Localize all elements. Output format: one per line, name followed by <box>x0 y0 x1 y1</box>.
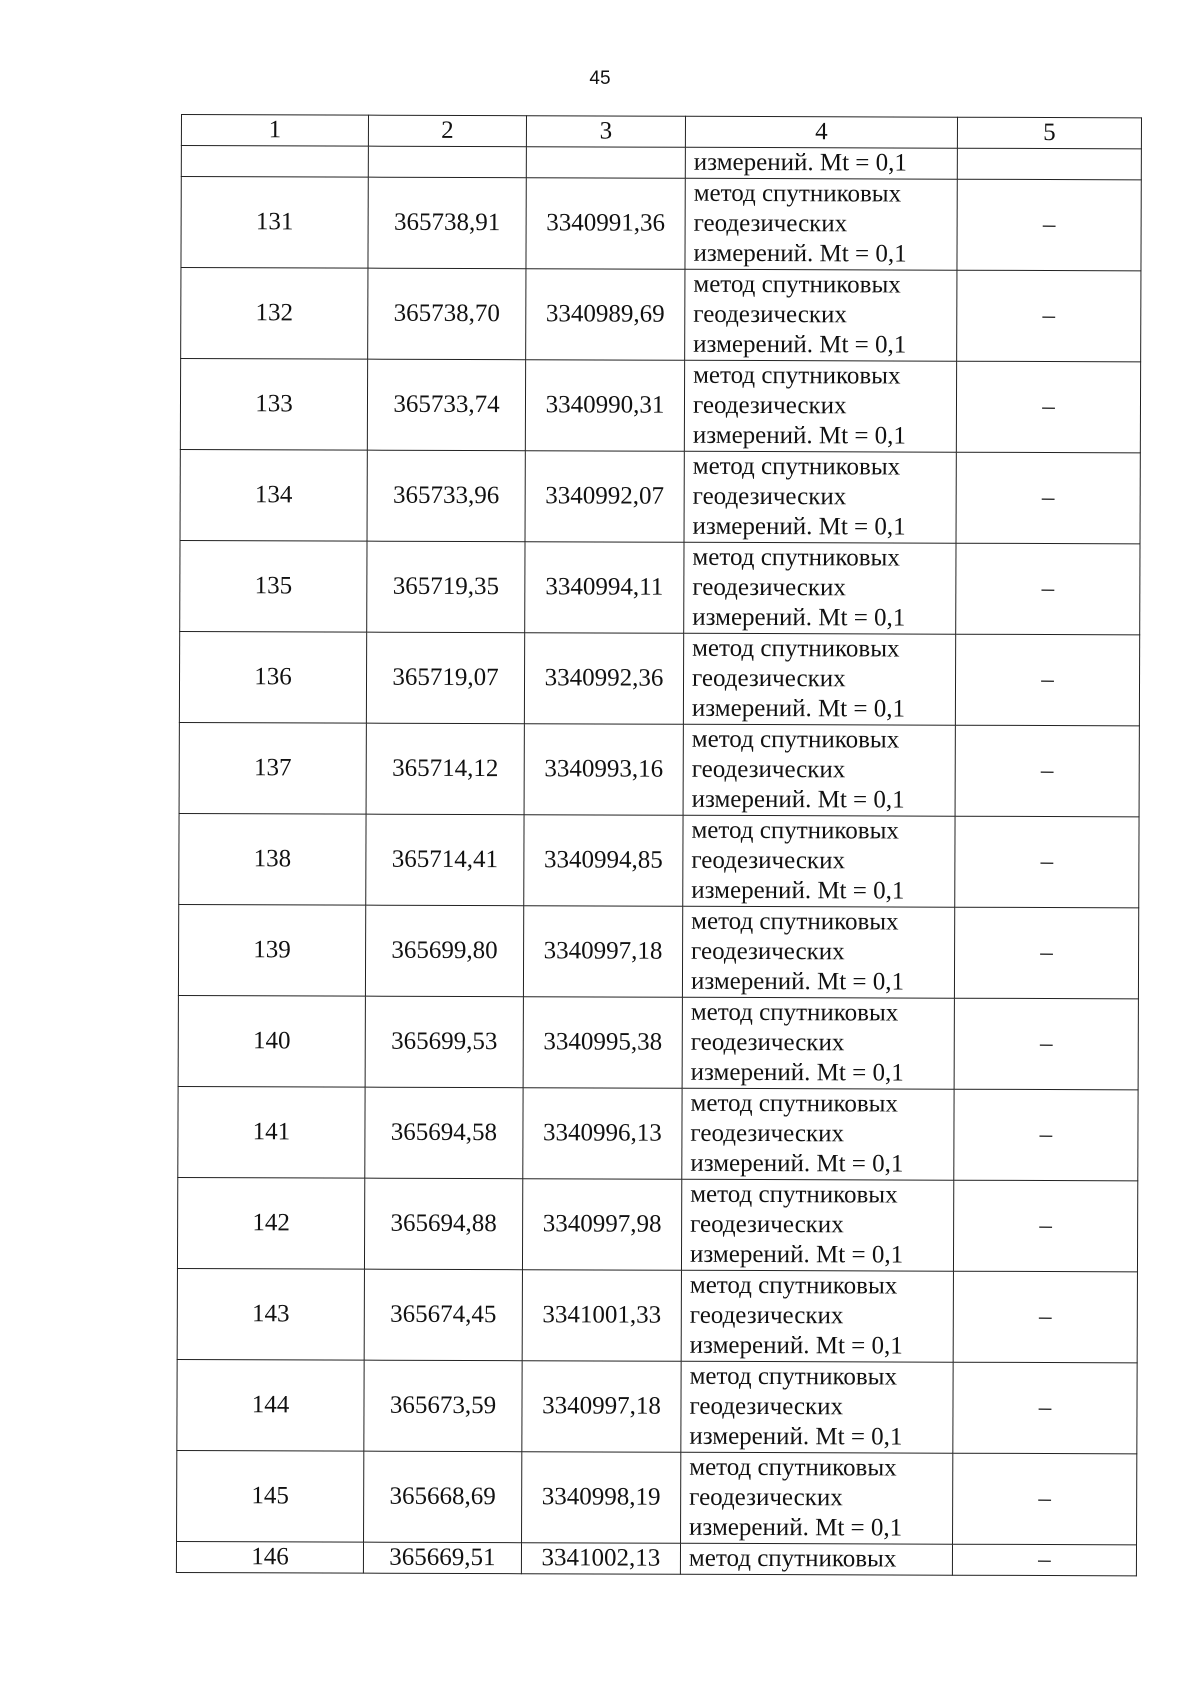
cell-col5 <box>957 148 1141 180</box>
table-row <box>177 1177 1137 1271</box>
cell-method <box>683 815 955 907</box>
method-line: измерений. Mt = 0,1 <box>689 1422 903 1451</box>
cell-y: 3340997,98 <box>522 1179 681 1271</box>
method-line: измерений. Mt = 0,1 <box>690 1149 904 1178</box>
method-line: измерений. Mt = 0,1 <box>692 603 906 632</box>
cell-y: 3340991,36 <box>526 178 685 270</box>
table-row <box>181 177 1141 271</box>
cell-col5: – <box>954 907 1138 999</box>
method-line: измерений. Mt = 0,1 <box>691 785 905 814</box>
cell-y: 3341002,13 <box>521 1543 680 1575</box>
method-line: метод спутниковых <box>689 1362 898 1391</box>
cell-method <box>684 542 956 634</box>
method-line: измерений. Mt = 0,1 <box>689 1240 904 1269</box>
cell-x: 365733,96 <box>367 450 525 542</box>
method-line: измерений. Mt = 0,1 <box>690 1058 904 1087</box>
cell-y: 3340992,36 <box>524 633 683 725</box>
method-line: измерений. Mt = 0,1 <box>693 239 907 268</box>
method-line: измерений. Mt = 0,1 <box>691 876 905 905</box>
cell-method <box>682 906 954 998</box>
cell-x: 365699,80 <box>365 905 523 997</box>
table-row <box>180 359 1140 453</box>
cell-y: 3340995,38 <box>523 997 682 1089</box>
table-row <box>178 904 1138 998</box>
method-line: геодезических <box>692 573 846 602</box>
cell-y: 3340997,18 <box>523 906 682 998</box>
cell-x: 365673,59 <box>364 1360 522 1452</box>
column-header-3: 3 <box>526 116 685 148</box>
cell-method <box>681 1361 953 1453</box>
cell-x: 365738,91 <box>368 177 526 269</box>
method-line: геодезических <box>691 664 846 693</box>
table-row <box>178 995 1138 1089</box>
cell-col5: – <box>954 1089 1138 1181</box>
method-line: геодезических <box>693 300 847 329</box>
cell-num: 146 <box>176 1541 363 1573</box>
table-row <box>179 631 1139 725</box>
cell-x: 365733,74 <box>367 359 525 451</box>
cell-col5: – <box>955 725 1139 817</box>
cell-num: 133 <box>180 359 367 451</box>
cell-y: 3340996,13 <box>523 1088 682 1180</box>
method-line: метод спутниковых <box>691 907 899 936</box>
cell-col5: – <box>954 998 1138 1090</box>
cell-x: 365719,35 <box>367 541 525 633</box>
cell-method <box>683 633 955 725</box>
cell-x <box>368 146 526 178</box>
cell-y: 3340998,19 <box>522 1452 681 1544</box>
cell-x: 365738,70 <box>368 268 526 360</box>
method-line: геодезических <box>690 1028 845 1057</box>
cell-method <box>685 269 957 361</box>
column-header-4: 4 <box>685 116 957 148</box>
table-row <box>181 268 1141 362</box>
cell-y: 3341001,33 <box>522 1270 681 1362</box>
cell-y: 3340997,18 <box>522 1361 681 1453</box>
cell-col5: – <box>953 1271 1137 1363</box>
cell-col5: – <box>956 543 1140 635</box>
cell-method <box>681 1452 953 1544</box>
cell-col5: – <box>956 361 1140 453</box>
cell-num: 141 <box>178 1086 365 1178</box>
cell-method: метод спутниковых <box>680 1543 952 1575</box>
method-line: геодезических <box>693 209 848 238</box>
cell-col5: – <box>953 1453 1137 1545</box>
cell-num: 131 <box>181 177 368 269</box>
method-line: метод спутниковых <box>692 452 901 481</box>
cell-num: 132 <box>181 268 368 360</box>
method-line: геодезических <box>689 1301 844 1330</box>
cell-method: измерений. Mt = 0,1 <box>685 147 957 179</box>
method-line: геодезических <box>691 755 846 784</box>
cell-col5: – <box>953 1362 1137 1454</box>
cell-x: 365714,12 <box>366 723 524 815</box>
table-row <box>176 1541 1136 1575</box>
method-line: измерений. Mt = 0,1 <box>689 1513 903 1542</box>
cell-x: 365714,41 <box>366 814 524 906</box>
table-row <box>179 722 1139 816</box>
cell-num: 137 <box>179 722 366 814</box>
method-line: метод спутниковых <box>692 543 900 572</box>
cell-method <box>685 178 957 270</box>
cell-x: 365719,07 <box>366 632 524 724</box>
method-line: метод спутниковых <box>691 725 900 754</box>
cell-num: 142 <box>177 1177 364 1269</box>
method-line: измерений. Mt = 0,1 <box>691 694 906 723</box>
cell-col5: – <box>956 452 1140 544</box>
page-number: 45 <box>589 68 611 89</box>
cell-x: 365669,51 <box>363 1542 521 1574</box>
method-line: метод спутниковых <box>690 1180 898 1209</box>
cell-y: 3340994,85 <box>524 815 683 907</box>
method-line: измерений. Mt = 0,1 <box>692 421 907 450</box>
cell-method <box>682 1088 954 1180</box>
method-line: измерений. Mt = 0,1 <box>693 330 907 359</box>
cell-x: 365694,88 <box>364 1178 522 1270</box>
cell-num: 136 <box>179 631 366 723</box>
cell-num: 143 <box>177 1268 364 1360</box>
method-line: геодезических <box>690 1119 845 1148</box>
cell-x: 365668,69 <box>364 1451 522 1543</box>
coordinates-table <box>176 114 1142 1576</box>
method-line: геодезических <box>691 937 845 966</box>
method-line: метод спутниковых <box>689 1453 897 1482</box>
cell-method <box>681 1179 953 1271</box>
method-line: метод спутниковых <box>690 998 899 1027</box>
cell-num: 134 <box>180 449 367 541</box>
cell-num: 135 <box>180 540 367 632</box>
cell-method <box>684 360 956 452</box>
column-header-1: 1 <box>181 115 368 147</box>
column-header-5: 5 <box>957 117 1141 149</box>
header-row <box>181 115 1141 149</box>
method-line: геодезических <box>691 846 846 875</box>
cell-method <box>684 451 956 543</box>
column-header-2: 2 <box>368 115 526 147</box>
cell-y <box>526 147 685 179</box>
table-row <box>177 1450 1137 1544</box>
method-line: метод спутниковых <box>693 270 901 299</box>
method-line: метод спутниковых <box>691 816 899 845</box>
method-line: геодезических <box>692 391 847 420</box>
cell-col5: – <box>957 270 1141 362</box>
cell-num: 138 <box>179 813 366 905</box>
method-line: метод спутниковых <box>692 634 900 663</box>
cell-x: 365674,45 <box>364 1269 522 1361</box>
method-line: метод спутниковых <box>693 361 901 390</box>
cell-num: 145 <box>177 1450 364 1542</box>
cell-col5: – <box>955 634 1139 726</box>
cell-y: 3340989,69 <box>526 269 685 361</box>
cell-col5: – <box>957 179 1141 271</box>
cell-num: 144 <box>177 1359 364 1451</box>
cell-col5: – <box>953 1180 1137 1272</box>
cell-num: 139 <box>178 904 365 996</box>
cell-col5: – <box>952 1544 1136 1576</box>
continuation-row <box>181 146 1141 180</box>
cell-method <box>682 997 954 1089</box>
cell-y: 3340990,31 <box>525 360 684 452</box>
method-line: метод спутниковых <box>693 179 902 208</box>
cell-x: 365694,58 <box>365 1087 523 1179</box>
method-line: геодезических <box>689 1392 844 1421</box>
table-row <box>177 1359 1137 1453</box>
cell-num <box>181 146 368 178</box>
cell-y: 3340994,11 <box>525 542 684 634</box>
table-row <box>178 1086 1138 1180</box>
method-line: измерений. Mt = 0,1 <box>689 1331 903 1360</box>
method-line: геодезических <box>690 1210 844 1239</box>
method-line: геодезических <box>689 1483 843 1512</box>
cell-col5: – <box>955 816 1139 908</box>
method-line: измерений. Mt = 0,1 <box>690 967 905 996</box>
method-line: метод спутниковых <box>689 1271 898 1300</box>
cell-y: 3340992,07 <box>525 451 684 543</box>
cell-num: 140 <box>178 995 365 1087</box>
table-row <box>177 1268 1137 1362</box>
table-row <box>180 449 1140 543</box>
method-line: измерений. Mt = 0,1 <box>692 512 906 541</box>
table-row <box>179 813 1139 907</box>
cell-method <box>681 1270 953 1362</box>
cell-x: 365699,53 <box>365 996 523 1088</box>
method-line: метод спутниковых <box>690 1089 899 1118</box>
cell-y: 3340993,16 <box>524 724 683 816</box>
table-row <box>180 540 1140 634</box>
method-line: геодезических <box>692 482 847 511</box>
cell-method <box>683 724 955 816</box>
